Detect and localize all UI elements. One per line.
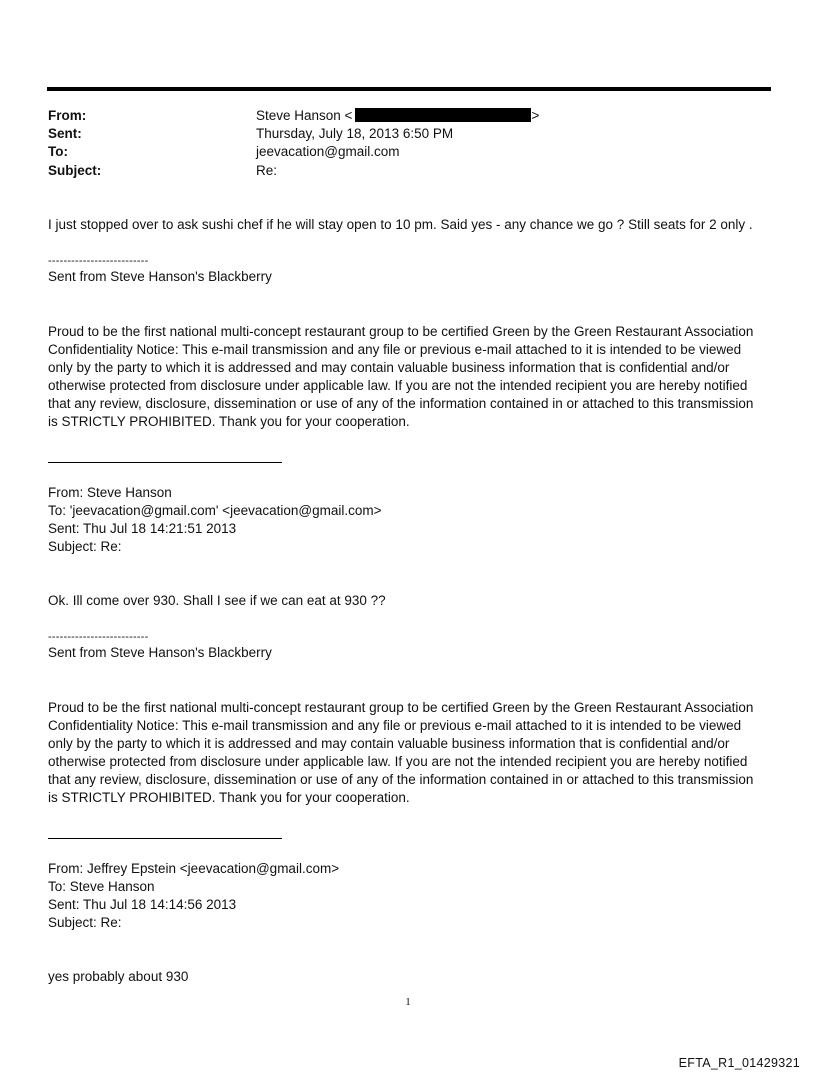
page-number: 1: [405, 996, 411, 1008]
notice-line: Confidentiality Notice: This e-mail transmission and any file or previous e-mail attached to it is intended to be viewed: [48, 342, 742, 357]
notice-line: only by the party to which it is addressed and may contain valuable business information that is confidential and/or: [48, 360, 730, 375]
message-body-text: yes probably about 930: [48, 969, 189, 984]
sent-value: Thursday, July 18, 2013 6:50 PM: [256, 126, 454, 142]
header-sent-row: [48, 125, 748, 143]
sent-label: Sent:: [48, 126, 82, 142]
message3-from: From: Jeffrey Epstein <jeevacation@gmail.com>: [48, 861, 340, 876]
message-body-text: Ok. Ill come over 930. Shall I see if we can eat at 930 ??: [48, 593, 386, 608]
from-value: [256, 107, 539, 125]
signature-text: Sent from Steve Hanson's Blackberry: [48, 645, 272, 660]
message2-subject: Subject: Re:: [48, 539, 122, 554]
notice-line: only by the party to which it is addressed and may contain valuable business information that is confidential and/or: [48, 736, 730, 751]
message2-sent: Sent: Thu Jul 18 14:21:51 2013: [48, 521, 237, 536]
notice-line: Confidentiality Notice: This e-mail transmission and any file or previous e-mail attached to it is intended to be viewed: [48, 718, 742, 733]
notice-line: that any review, disclosure, dissemination or use of any of the information contained in or attached to this transmission: [48, 396, 754, 411]
notice-line: is STRICTLY PROHIBITED. Thank you for your cooperation.: [48, 790, 410, 805]
from-name: Steve Hanson <: [256, 108, 353, 123]
notice-line: otherwise protected from disclosure under applicable law. If you are not the intended recipient you are hereby notified: [48, 378, 748, 393]
subject-label: Subject:: [48, 162, 102, 178]
from-close: >: [531, 108, 540, 123]
bates-number: EFTA_R1_01429321: [678, 1056, 800, 1070]
message2-notice: [48, 699, 768, 807]
signature-dashes: --------------------------: [48, 255, 149, 267]
notice-line: otherwise protected from disclosure under applicable law. If you are not the intended recipient you are hereby notified: [48, 754, 748, 769]
message2-to: To: 'jeevacation@gmail.com' <jeevacation@gmail.com>: [48, 503, 382, 518]
signature-text: Sent from Steve Hanson's Blackberry: [48, 269, 272, 284]
separator-line: [48, 838, 282, 839]
notice-line: Proud to be the first national multi-concept restaurant group to be certified Green by the Green Restaurant Association: [48, 700, 754, 715]
message1-notice: [48, 323, 768, 431]
message1-signature: [48, 254, 768, 286]
message1-body: [48, 216, 768, 234]
notice-line: that any review, disclosure, dissemination or use of any of the information contained in or attached to this transmission: [48, 772, 754, 787]
header-subject-row: [48, 162, 748, 180]
message3-subject: Subject: Re:: [48, 915, 122, 930]
message2-body: [48, 592, 768, 610]
redaction-bar: [355, 108, 531, 122]
separator-line: [48, 462, 282, 463]
message3-sent: Sent: Thu Jul 18 14:14:56 2013: [48, 897, 237, 912]
email-header: [48, 107, 748, 180]
message3-body: [48, 968, 768, 986]
header-to-row: [48, 143, 748, 161]
to-value: jeevacation@gmail.com: [256, 144, 400, 160]
header-rule: [47, 87, 771, 91]
message3-to: To: Steve Hanson: [48, 879, 155, 894]
notice-line: Proud to be the first national multi-concept restaurant group to be certified Green by the Green Restaurant Association: [48, 324, 754, 339]
from-label: From:: [48, 108, 87, 123]
signature-dashes: --------------------------: [48, 631, 149, 643]
header-from-row: [48, 107, 748, 125]
message2-from: From: Steve Hanson: [48, 485, 172, 500]
message3-header: [48, 860, 768, 932]
message2-signature: [48, 630, 768, 662]
message2-header: [48, 484, 768, 556]
message-body-text: I just stopped over to ask sushi chef if he will stay open to 10 pm. Said yes - any chance we go ? Still seats for 2 only .: [48, 217, 753, 232]
notice-line: is STRICTLY PROHIBITED. Thank you for your cooperation.: [48, 414, 410, 429]
subject-value: Re:: [256, 162, 278, 178]
to-label: To:: [48, 144, 68, 160]
